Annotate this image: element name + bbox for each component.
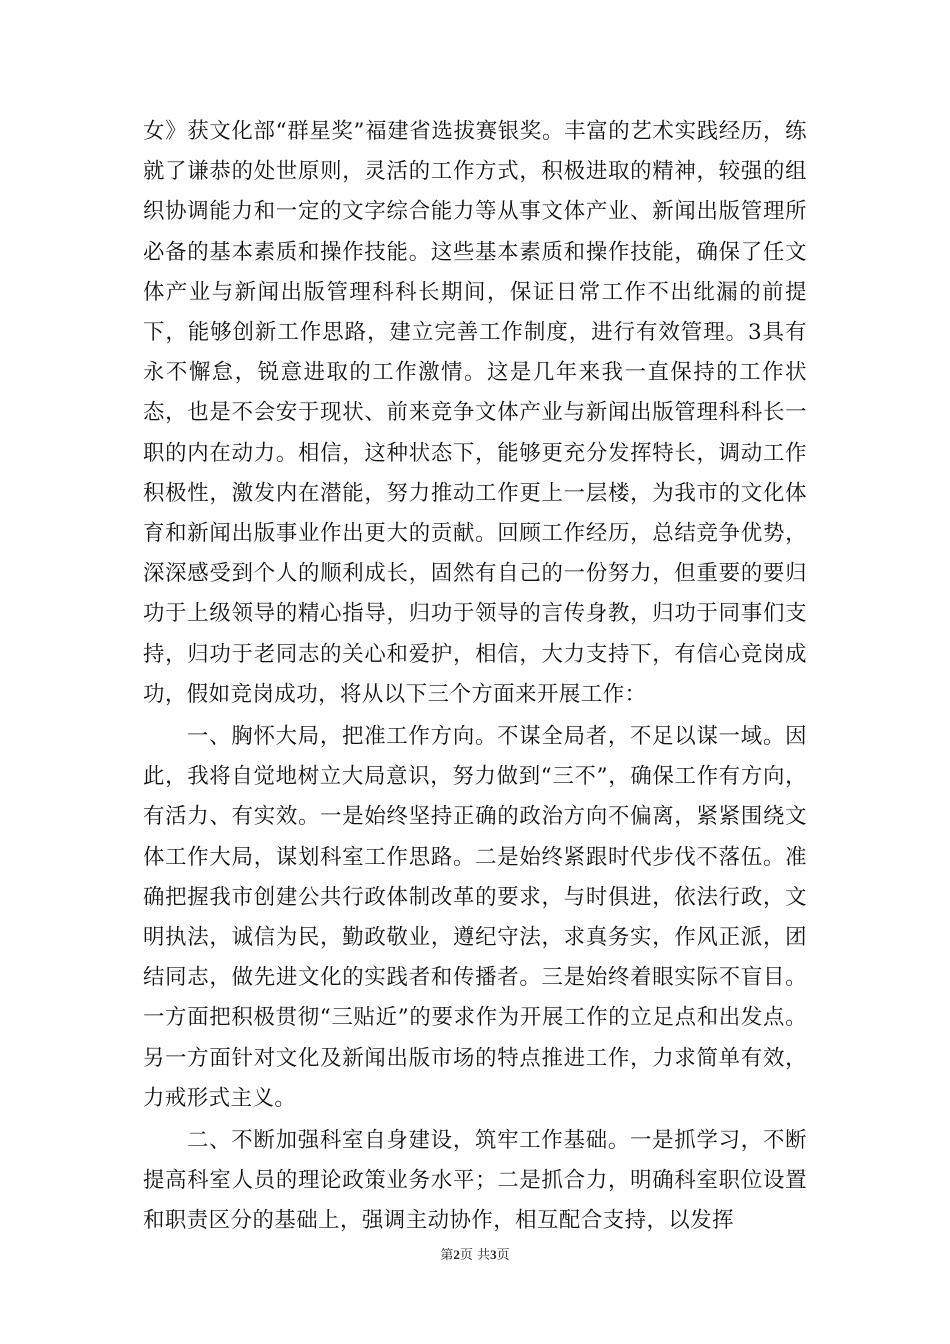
footer-suffix: 页 [496, 1248, 510, 1263]
footer-middle: 页 共 [459, 1248, 491, 1263]
footer-total-pages: 3 [490, 1247, 497, 1262]
document-body [143, 112, 807, 1244]
paragraph-section-two: 二、不断加强科室自身建设，筑牢工作基础。一是抓学习，不断提高科室人员的理论政策业务水平；二是抓合力，明确科室职位设置和职责区分的基础上，强调主动协作，相互配合支持，以发挥 [143, 1128, 807, 1234]
paragraph-section-one: 一、胸怀大局，把准工作方向。不谋全局者，不足以谋一域。因此，我将自觉地树立大局意识，努力做到“三不”，确保工作有方向，有活力、有实效。一是始终坚持正确的政治方向不偏离，紧紧围绕文体工作大局，谋划科室工作思路。二是始终紧跟时代步伐不落伍。准确把握我市创建公共行政体制改革的要求，与时俱进，依法行政，文明执法，诚信为民，勤政敬业，遵纪守法，求真务实，作风正派，团结同志，做先进文化的实践者和传播者。三是始终着眼实际不盲目。一方面把积极贯彻“三贴近”的要求作为开展工作的立足点和出发点。另一方面针对文化及新闻出版市场的特点推进工作，力求简单有效，力戒形式主义。 [143, 724, 807, 1111]
footer-current-page: 2 [453, 1247, 460, 1262]
footer-prefix: 第 [440, 1248, 454, 1263]
page-footer [0, 1246, 950, 1265]
paragraph-continuation: 女》获文化部“群星奖”福建省选拔赛银奖。丰富的艺术实践经历，练就了谦恭的处世原则，灵活的工作方式，积极进取的精神，较强的组织协调能力和一定的文字综合能力等从事文体产业、新闻出版管理所必备的基本素质和操作技能。这些基本素质和操作技能，确保了任文体产业与新闻出版管理科科长期间，保证日常工作不出纰漏的前提下，能够创新工作思路，建立完善工作制度，进行有效管理。3具有永不懈怠，锐意进取的工作激情。这是几年来我一直保持的工作状态，也是不会安于现状、前来竞争文体产业与新闻出版管理科科长一职的内在动力。相信，这种状态下，能够更充分发挥特长，调动工作积极性，激发内在潜能，努力推动工作更上一层楼，为我市的文化体育和新闻出版事业作出更大的贡献。回顾工作经历，总结竞争优势，深深感受到个人的顺利成长，固然有自己的一份努力，但重要的要归功于上级领导的精心指导，归功于领导的言传身教，归功于同事们支持，归功于老同志的关心和爱护，相信，大力支持下，有信心竞岗成功，假如竞岗成功，将从以下三个方面来开展工作： [143, 119, 807, 707]
